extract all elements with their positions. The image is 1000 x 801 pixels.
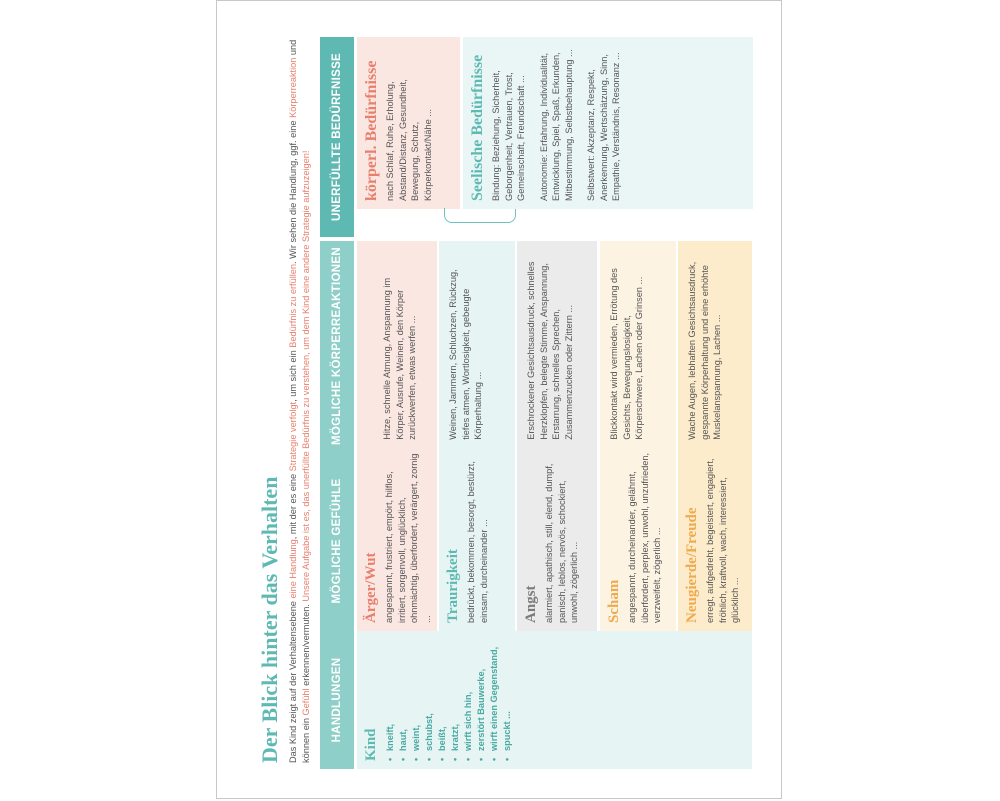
bracket-shape bbox=[444, 208, 516, 223]
header-needs: UNERFÜLLTE BEDÜRFNISSE bbox=[320, 37, 354, 237]
feeling-row-shame bbox=[600, 241, 676, 631]
feeling-text: erregt, aufgedreht, begeistert, engagiert, fröhlich, kraftvoll, wach, interessiert, glücklich ... bbox=[705, 458, 740, 623]
reaction-text: Wache Augen, lebhaften Gesichtsausdruck, gespannte Körperhaltung und eine erhöhte Muskelanspannung, Lachen ... bbox=[687, 261, 722, 440]
feeling-text: alarmiert, apathisch, still, elend, dumpf, panisch, leblos, nervös, schockiert, unwohl, zögerlich ... bbox=[544, 463, 579, 623]
list-item: • kneift, bbox=[384, 639, 397, 761]
intro-highlight: Strategie verfolgt bbox=[288, 401, 298, 472]
list-item: • wirft sich hin, bbox=[462, 639, 475, 761]
needs-mental-heading: Seelische Bedürfnisse bbox=[469, 54, 486, 201]
feeling-row-joy bbox=[678, 241, 752, 631]
intro-part: erkennen/vermuten. bbox=[301, 601, 311, 689]
list-item: • schubst, bbox=[423, 639, 436, 761]
intro-highlight: Unsere Aufgabe ist es, das unerfüllte Bedürfnis zu verstehen, um dem Kind eine andere Strategie aufzuzeigen! bbox=[301, 150, 311, 602]
page-title: Der Blick hinter das Verhalten bbox=[257, 476, 282, 763]
intro-part: und können ein bbox=[288, 39, 311, 763]
intro-text bbox=[287, 23, 313, 763]
reaction-text: Blickkontakt wird vermieden, Errötung des Gesichts, Bewegungslosigkeit, Körperschwere, Lachen oder Grinsen ... bbox=[609, 268, 644, 440]
needs-selfworth: Selbstwert: Akzeptanz, Respekt, Anerkennung, Wertschätzung, Sinn, Empathie, Verständnis, Resonanz ... bbox=[586, 52, 621, 201]
needs-physical-heading: körperl. Bedürfnisse bbox=[363, 60, 380, 201]
list-item: • zerstört Bauwerke, bbox=[475, 639, 488, 761]
intro-part: . Wir sehen die Handlung, ggf. eine bbox=[288, 117, 298, 264]
intro-highlight: Bedürfnis zu erfüllen bbox=[288, 263, 298, 348]
rotated-content bbox=[217, 1, 783, 801]
reaction-text: Erschrockener Gesichtsausdruck, schnelles Herzklopfen, belegte Stimme, Anspannung, Erstarrung, schnelles Sprechen, Zusammenzucken oder Zittern ... bbox=[526, 261, 574, 440]
list-item: • beißt, bbox=[436, 639, 449, 761]
feeling-name: Angst bbox=[523, 585, 539, 623]
kind-heading: Kind bbox=[363, 728, 379, 761]
feeling-text: angespannt, durcheinander, gelähmt, überfordert, perplex, unwohl, unzufrieden, verzweifelt, zögerlich ... bbox=[627, 452, 662, 623]
intro-part: Das Kind zeigt auf der Verhaltensebene bbox=[288, 598, 298, 763]
header-feelings: MÖGLICHE GEFÜHLE bbox=[320, 451, 354, 631]
reaction-text: Hitze, schnelle Atmung, Anspannung im Körper, Ausrufe, Weinen, den Körper zurückwerfen, etwas werfen ... bbox=[382, 277, 417, 440]
action-list bbox=[384, 639, 514, 761]
intro-part: , um sich ein bbox=[288, 347, 298, 402]
document-page bbox=[216, 0, 782, 799]
feeling-cell bbox=[445, 452, 490, 623]
reaction-text: Weinen, Jammern, Schluchzen, Rückzug, tiefes atmen, Wortlosigkeit, gebeugte Körperhaltung ... bbox=[448, 269, 483, 440]
needs-bond: Bindung: Beziehung, Sicherheit, Geborgenheit, Vertrauen, Trost, Gemeinschaft, Freundschaft ... bbox=[491, 70, 526, 201]
feeling-name: Traurigkeit bbox=[445, 549, 461, 623]
list-item: • wirft einen Gegenstand, bbox=[488, 639, 501, 761]
intro-highlight: eine Handlung bbox=[288, 539, 298, 599]
needs-mental bbox=[463, 37, 753, 209]
needs-physical-text: nach Schlaf, Ruhe, Erholung, Abstand/Distanz, Gesundheit, Bewegung, Schutz, Körperkontakt/Nähe ... bbox=[385, 79, 433, 201]
feeling-row-fear bbox=[517, 241, 597, 631]
feeling-row-anger bbox=[357, 241, 437, 631]
feeling-name: Neugierde/Freude bbox=[684, 507, 700, 623]
header-reactions: MÖGLICHE KÖRPERREAKTIONEN bbox=[320, 241, 354, 451]
feeling-text: bedrückt, bekommen, besorgt, bestürzt, einsam, durcheinander ... bbox=[466, 461, 489, 623]
needs-physical bbox=[357, 37, 460, 209]
feeling-cell bbox=[684, 452, 742, 623]
kind-box bbox=[357, 631, 752, 769]
feeling-cell bbox=[363, 452, 433, 623]
needs-autonomy: Autonomie: Erfahrung, Individualität, Entwicklung, Spiel, Spaß, Erkunden, Mitbestimmung, Selbstbehauptung ... bbox=[538, 49, 574, 201]
list-item: • kratzt, bbox=[449, 639, 462, 761]
feeling-name: Scham bbox=[606, 579, 622, 623]
feeling-text: angespannt, frustriert, empört, hilflos, irritiert, sorgenvoll, unglücklich, ohnmächtig, überfordert, verärgert, zornig ... bbox=[384, 453, 432, 623]
feeling-cell bbox=[606, 452, 664, 623]
intro-highlight: Gefühl bbox=[301, 688, 311, 716]
list-item: • haut, bbox=[397, 639, 410, 761]
list-item: • weint, bbox=[410, 639, 423, 761]
intro-highlight: Körperreaktion bbox=[288, 57, 298, 118]
intro-part: , mit der es eine bbox=[288, 471, 298, 540]
feeling-name: Ärger/Wut bbox=[363, 552, 379, 623]
feeling-row-sadness bbox=[439, 241, 515, 631]
feeling-cell bbox=[523, 452, 581, 623]
list-item: • spuckt ... bbox=[501, 639, 514, 761]
header-actions: HANDLUNGEN bbox=[320, 631, 354, 769]
